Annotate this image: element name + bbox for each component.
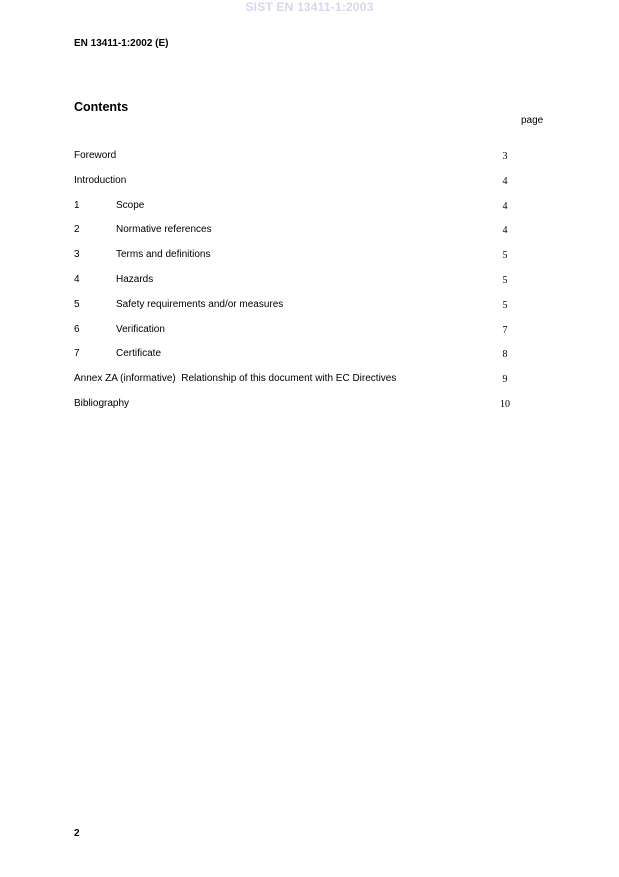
- page-number: 2: [74, 828, 80, 839]
- toc-entry-page: 8: [502, 349, 508, 361]
- toc-entry-page: 4: [502, 175, 508, 187]
- toc-entry-scope[interactable]: [0, 200, 619, 225]
- toc-entry-title: Certificate: [116, 348, 162, 360]
- toc-entry-page: 9: [502, 374, 508, 386]
- toc-entry-page: 4: [502, 225, 508, 237]
- toc-entry-bibliography[interactable]: [0, 398, 619, 423]
- toc-entry-number: 7: [74, 348, 80, 360]
- toc-entry-hazards[interactable]: [0, 274, 619, 299]
- toc-entry-annex-za[interactable]: [0, 373, 619, 398]
- toc-entry-title: Hazards: [116, 273, 154, 285]
- watermark: SIST EN 13411-1:2003: [245, 0, 374, 14]
- toc-entry-certificate[interactable]: [0, 348, 619, 373]
- toc-entry-number: 1: [74, 199, 80, 211]
- toc-entry-title: Normative references: [116, 224, 212, 236]
- toc-entry-safety-requirements[interactable]: [0, 299, 619, 324]
- toc-entry-introduction[interactable]: [0, 175, 619, 200]
- contents-title: Contents: [74, 100, 129, 114]
- toc-entry-title: Introduction: [74, 174, 127, 186]
- toc-entry-number: 3: [74, 249, 80, 261]
- toc-entry-page: 5: [502, 299, 508, 311]
- table-of-contents: [0, 150, 619, 423]
- toc-entry-foreword[interactable]: [0, 150, 619, 175]
- toc-entry-title: Terms and definitions: [116, 249, 211, 261]
- toc-entry-page: 5: [502, 250, 508, 262]
- toc-entry-title: Foreword: [74, 150, 117, 161]
- toc-entry-number: 6: [74, 323, 80, 335]
- toc-entry-normative-references[interactable]: [0, 224, 619, 249]
- toc-entry-verification[interactable]: [0, 324, 619, 349]
- toc-entry-page: 4: [502, 200, 508, 212]
- toc-entry-title: Verification: [116, 323, 165, 335]
- page-column-label: page: [521, 115, 544, 126]
- toc-entry-title: Annex ZA (informative) Relationship of this document with EC Directives: [74, 373, 397, 385]
- document-header: EN 13411-1:2002 (E): [74, 38, 169, 49]
- toc-entry-number: 2: [74, 224, 80, 236]
- toc-entry-page: 10: [500, 398, 510, 410]
- toc-entry-terms-and-definitions[interactable]: [0, 249, 619, 274]
- toc-entry-title: Safety requirements and/or measures: [116, 298, 284, 310]
- toc-entry-number: 4: [74, 273, 80, 285]
- toc-entry-page: 3: [502, 151, 508, 162]
- toc-entry-page: 5: [502, 274, 508, 286]
- toc-entry-page: 7: [502, 324, 508, 336]
- toc-entry-number: 5: [74, 298, 80, 310]
- toc-entry-title: Scope: [116, 199, 145, 211]
- toc-entry-title: Bibliography: [74, 397, 130, 409]
